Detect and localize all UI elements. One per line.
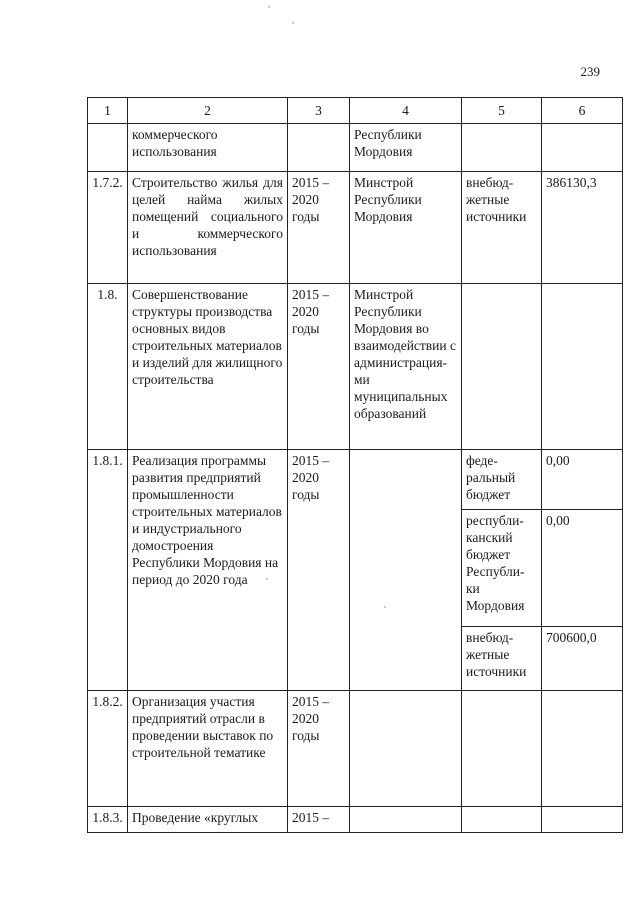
cell-amount: 0,00	[542, 510, 623, 627]
cell-empty	[542, 807, 623, 833]
cell-item-number: 1.8.	[88, 284, 128, 450]
cell-funding-source: феде-ральный бюджет	[462, 450, 542, 510]
cell-empty	[462, 691, 542, 807]
scan-speck	[292, 22, 294, 24]
cell-empty	[350, 807, 462, 833]
cell-amount: 386130,3	[542, 172, 623, 284]
cell-amount: 700600,0	[542, 627, 623, 691]
cell-empty	[88, 124, 128, 172]
cell-period: 2015 – 2020 годы	[288, 691, 350, 807]
cell-empty	[462, 124, 542, 172]
cell-description: Проведение «круглых	[128, 807, 288, 833]
cell-item-number: 1.8.2.	[88, 691, 128, 807]
column-header: 2	[128, 98, 288, 124]
cell-description: Реализация программы развития предприятий промышленности строительных материалов и индустриального домостроения Республики Мордовия на период до 2020 года	[128, 450, 288, 691]
table-row	[88, 691, 623, 807]
cell-empty	[350, 691, 462, 807]
cell-description: коммерческого использования	[128, 124, 288, 172]
cell-description: Строительство жилья для целей найма жилых помещений социального и коммерческого использования	[128, 172, 288, 284]
column-header: 3	[288, 98, 350, 124]
table-row	[88, 450, 623, 510]
cell-item-number: 1.8.1.	[88, 450, 128, 691]
cell-executor: Республики Мордовия	[350, 124, 462, 172]
cell-funding-source: республи-канский бюджет Республи-ки Мордовия	[462, 510, 542, 627]
column-header: 4	[350, 98, 462, 124]
cell-item-number: 1.8.3.	[88, 807, 128, 833]
cell-empty	[542, 124, 623, 172]
column-header: 1	[88, 98, 128, 124]
cell-amount: 0,00	[542, 450, 623, 510]
cell-funding-source: внебюд-жетные источники	[462, 627, 542, 691]
table-row	[88, 807, 623, 833]
scan-speck	[266, 578, 268, 580]
cell-period: 2015 – 2020 годы	[288, 172, 350, 284]
page-number: 239	[580, 64, 600, 79]
scan-speck	[268, 6, 270, 8]
program-activities-table	[87, 97, 623, 833]
table-row	[88, 172, 623, 284]
cell-item-number: 1.7.2.	[88, 172, 128, 284]
cell-period: 2015 –	[288, 807, 350, 833]
cell-executor: Минстрой Республики Мордовия	[350, 172, 462, 284]
cell-empty	[542, 284, 623, 450]
table-row	[88, 284, 623, 450]
cell-period: 2015 – 2020 годы	[288, 284, 350, 450]
column-header: 5	[462, 98, 542, 124]
column-header: 6	[542, 98, 623, 124]
table-header-row	[88, 98, 623, 124]
scan-speck	[384, 606, 386, 608]
cell-description: Организация участия предприятий отрасли в проведении выставок по строительной тематике	[128, 691, 288, 807]
cell-empty	[462, 284, 542, 450]
cell-executor: Минстрой Республики Мордовия во взаимодействии с администрация-ми муниципальных образований	[350, 284, 462, 450]
cell-empty	[350, 450, 462, 691]
cell-description: Совершенствование структуры производства основных видов строительных материалов и изделий для жилищного строительства	[128, 284, 288, 450]
table-row	[88, 124, 623, 172]
cell-period: 2015 – 2020 годы	[288, 450, 350, 691]
cell-empty	[288, 124, 350, 172]
cell-empty	[542, 691, 623, 807]
cell-empty	[462, 807, 542, 833]
cell-funding-source: внебюд-жетные источники	[462, 172, 542, 284]
